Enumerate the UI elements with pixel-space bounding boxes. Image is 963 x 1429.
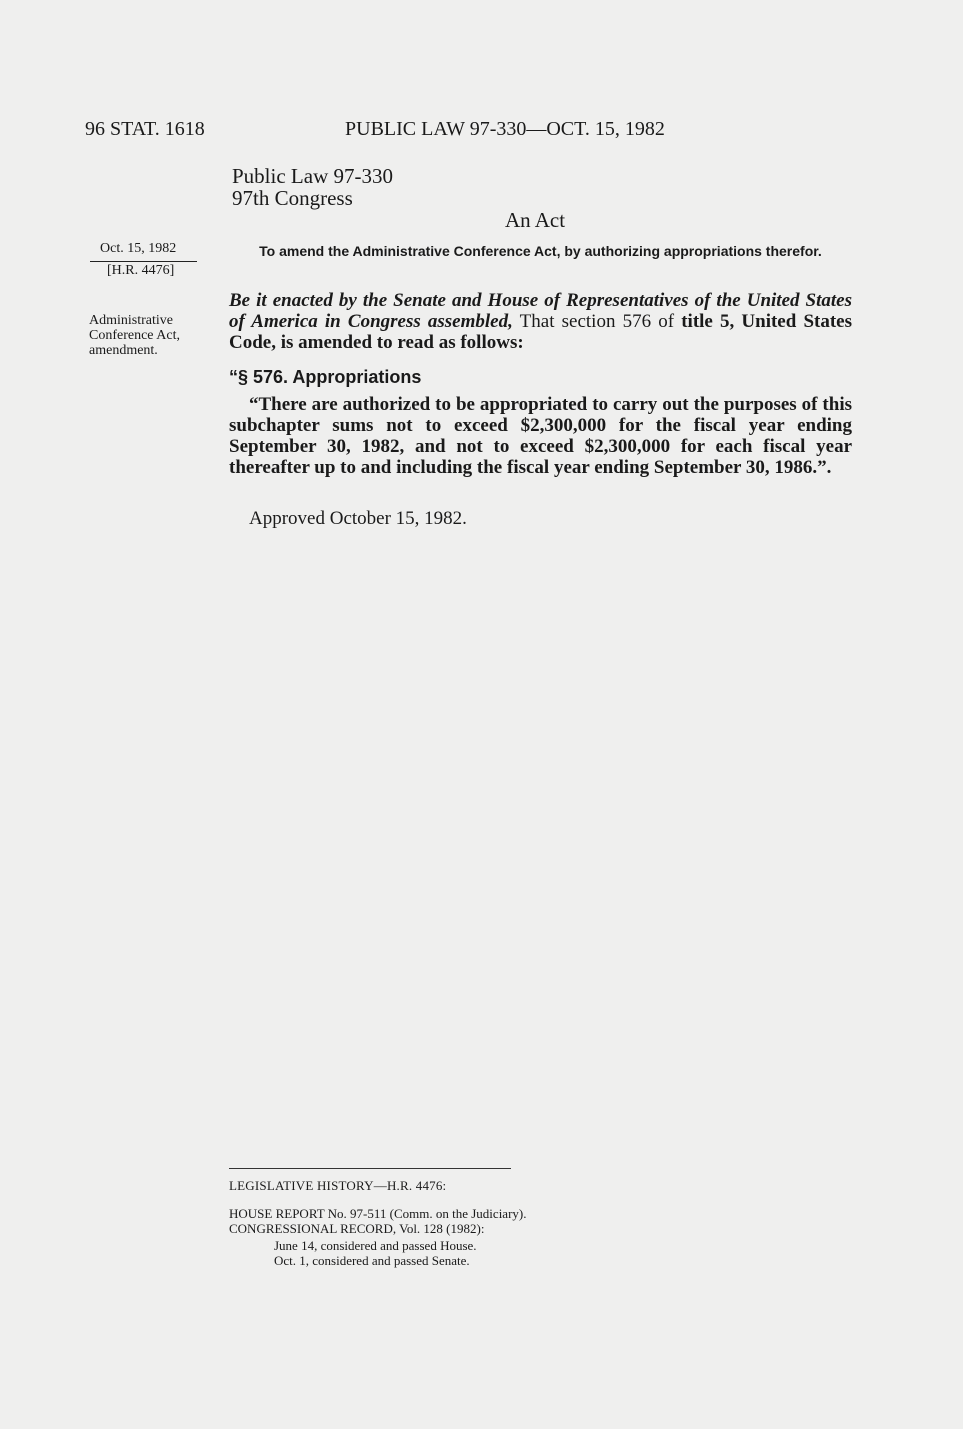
enacting-clause: [229, 290, 852, 353]
approval-line: Approved October 15, 1982.: [249, 508, 467, 529]
legislative-history-heading: LEGISLATIVE HISTORY—H.R. 4476:: [229, 1178, 447, 1193]
enacting-clause-bold: title 5, United States Code, is amended to read as follows:: [229, 311, 852, 353]
public-law-number: Public Law 97-330: [232, 164, 393, 188]
long-title: To amend the Administrative Conference Act, by authorizing appropriations therefor.: [259, 243, 822, 259]
legislative-history-rule: [229, 1168, 511, 1169]
enacting-clause-plain: That section 576 of: [512, 311, 682, 332]
running-header-title: PUBLIC LAW 97-330—OCT. 15, 1982: [345, 118, 665, 140]
section-text: “There are authorized to be appropriated to carry out the purposes of this subchapter sums not to exceed $2,300,000 for the fiscal year ending September 30, 1982, and not to exceed $2,300,000 for each fiscal year thereafter up to and including the fiscal year ending September 30, 1986.”.: [229, 394, 852, 478]
an-act-heading: An Act: [505, 208, 566, 232]
margin-note: Administrative Conference Act, amendment.: [89, 313, 180, 358]
sidenote-bill-number: [H.R. 4476]: [107, 263, 175, 278]
section-heading: “§ 576. Appropriations: [229, 367, 422, 387]
sidenote-divider: [90, 261, 197, 262]
house-report: HOUSE REPORT No. 97-511 (Comm. on the Judiciary).: [229, 1206, 527, 1221]
congress-label: 97th Congress: [232, 186, 353, 210]
legislative-action: June 14, considered and passed House.: [274, 1238, 477, 1253]
congressional-record: CONGRESSIONAL RECORD, Vol. 128 (1982):: [229, 1221, 485, 1236]
stat-page-number: 96 STAT. 1618: [85, 118, 205, 140]
legislative-action: Oct. 1, considered and passed Senate.: [274, 1253, 470, 1268]
enacting-clause-italic: Be it enacted by the Senate and House of Representatives of the United States of America in Congress assembled,: [229, 290, 852, 332]
sidenote-date: Oct. 15, 1982: [100, 241, 177, 256]
